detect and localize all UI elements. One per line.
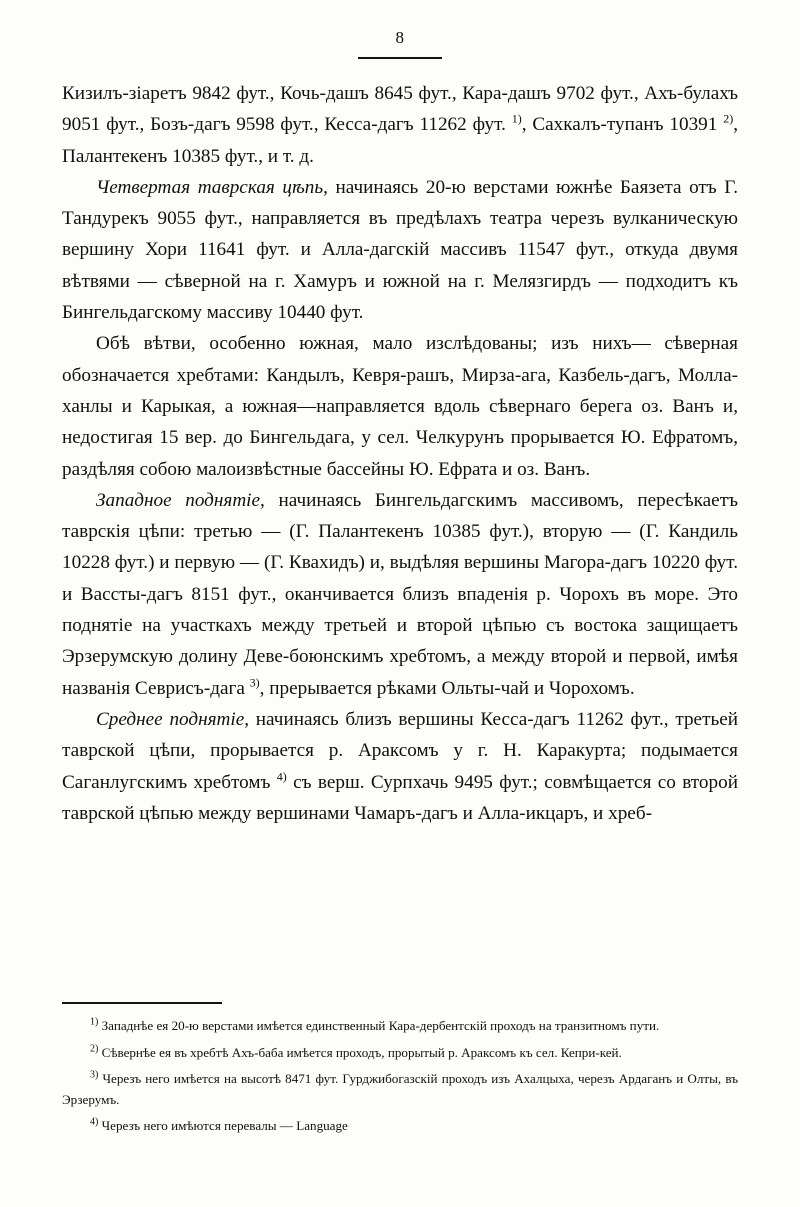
footnote-2 <box>62 1043 738 1064</box>
footnote-marker: 4) <box>90 1116 99 1128</box>
footnote-reference: 1) <box>511 111 522 126</box>
paragraph-2: Четвертая таврская цѣпь, начинаясь 20-ю верстами южнѣе Баязета отъ Г. Тандурекъ 9055 фут., направляется въ предѣлахъ театра черезъ вулканическую вершину Хори 11641 фут. и Алла-дагскій массивъ 11547 фут., откуда двумя вѣтвями — сѣверной на г. Хамуръ и южной на г. Мелязгирдъ — подходитъ къ Бингельдагскому массиву 10440 фут. <box>62 176 739 324</box>
footnote-1 <box>62 1016 738 1037</box>
footnote-separator <box>62 1002 222 1004</box>
footnote-reference: 3) <box>249 675 260 690</box>
footnote-reference: 4) <box>276 769 287 784</box>
emphasis-run: Западное поднятіе <box>96 489 261 511</box>
footnote-4 <box>62 1116 738 1137</box>
footnote-text: Западнѣе ея 20-ю верстами имѣется единственный Кара-дербентскій проходъ на транзитномъ пути. <box>98 1018 660 1033</box>
paragraph-3: Обѣ вѣтви, особенно южная, мало изслѣдованы; изъ нихъ— сѣверная обозначается хребтами: Кандылъ, Кевря-рашъ, Мирза-ага, Казбель-дагъ, Молла-ханлы и Карыкая, а южная—направляется вдоль сѣвернаго берега оз. Ванъ и, недостигая 15 вер. до Бингельдага, у сел. Челкурунъ прорывается Ю. Ефратомъ, раздѣляя собою малоизвѣстные бассейны Ю. Ефрата и оз. Ванъ. <box>62 333 738 480</box>
body-text <box>62 78 738 829</box>
emphasis-run: Среднее поднятіе <box>96 708 245 730</box>
footnote-marker: 1) <box>90 1016 99 1028</box>
header-rule <box>358 57 442 59</box>
paragraph-1: Кизилъ-зіаретъ 9842 фут., Кочь-дашъ 8645 фут., Кара-дашъ 9702 фут., Ахъ-булахъ 9051 фут., Бозъ-дагъ 9598 фут., Кесса-дагъ 11262 фут. $^{1)}$, Сахкалъ-тупанъ 10391 $^{2)}$, Палантекенъ 10385 фут., и т. д. <box>62 83 738 167</box>
footnote-marker: 2) <box>90 1043 99 1055</box>
footnote-text: Сѣвернѣе ея въ хребтѣ Ахъ-баба имѣется проходъ, прорытый р. Араксомъ къ сел. Кепри-кей. <box>98 1044 622 1060</box>
footnote-marker: 3) <box>90 1069 99 1081</box>
paragraph-5: Среднее поднятіе, начинаясь близъ вершины Кесса-дагъ 11262 фут., третьей таврской цѣпи, прорывается р. Араксомъ у г. Н. Каракурта; подымается Саганлугскимъ хребтомъ $^{4)}$ съ верш. Сурпхачь 9495 фут.; совмѣщается со второй таврской цѣпью между вершинами Чамаръ-дагъ и Алла-икцаръ, и хреб- <box>62 708 738 824</box>
footnote-reference: 2) <box>723 111 734 126</box>
emphasis-run: Четвертая таврская цѣпь <box>96 176 324 198</box>
paragraph-4: Западное поднятіе, начинаясь Бингельдагскимъ массивомъ, пересѣкаетъ таврскія цѣпи: третью — (Г. Палантекенъ 10385 фут.), вторую — (Г. Кандиль 10228 фут.) и первую — (Г. Квахидъ) и, выдѣляя вершины Магора-дагъ 10220 фут. и Вассты-дагъ 8151 фут., оканчивается близъ впаденія р. Чорохъ въ море. Это поднятіе на участкахъ между третьей и второй цѣпью съ востока защищаетъ Эрзерумскую долину Деве-боюнскимъ хребтомъ, а между второй и первой, имѣя названія Севрисъ-дага $^{3)}$, прерывается рѣками Ольты-чай и Чорохомъ. <box>62 489 738 699</box>
footnotes <box>62 1016 738 1143</box>
footnote-text: Черезъ него имѣются перевалы — Language <box>98 1118 348 1133</box>
footnote-3 <box>62 1069 738 1110</box>
footnote-text: Черезъ него имѣется на высотѣ 8471 фут. Гурджибогазскій проходъ изъ Ахалцыха, черезъ Ардаганъ и Олты, въ Эрзерумъ. <box>62 1071 738 1107</box>
page-number: 8 <box>395 28 405 47</box>
